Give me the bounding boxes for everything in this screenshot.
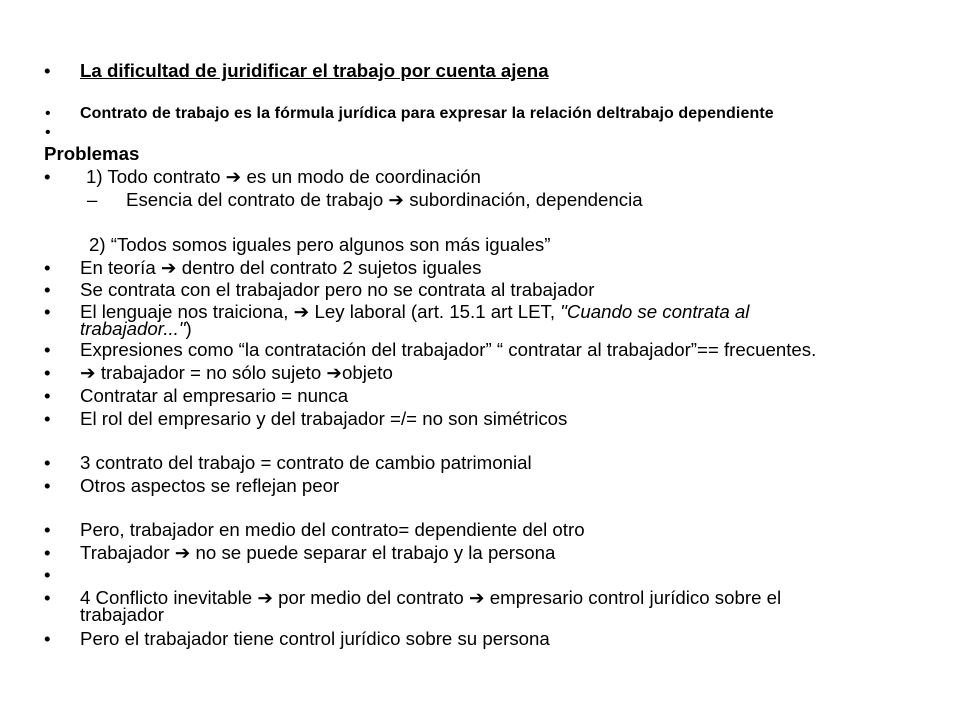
title-item	[0, 62, 900, 79]
bullet: •	[45, 124, 51, 141]
list-item-text-segment: El lenguaje nos traiciona, ➔ Ley laboral (art. 15.1 art LET,	[80, 301, 561, 322]
point-1-text: 1) Todo contrato ➔ es un modo de coordinación	[86, 166, 481, 187]
list-item-text: El rol del empresario y del trabajador =/= no son simétricos	[80, 408, 568, 429]
quoted-text: trabajador..."	[80, 318, 186, 339]
list-item	[0, 364, 900, 381]
list-item	[0, 281, 900, 298]
list-item-text: Contratar al empresario = nunca	[80, 385, 349, 406]
list-item-text: Pero, trabajador en medio del contrato= dependiente del otro	[80, 519, 585, 540]
list-item-text: En teoría ➔ dentro del contrato 2 sujetos iguales	[80, 257, 482, 278]
point-2-text: 2) “Todos somos iguales pero algunos son más iguales”	[89, 234, 551, 255]
bullet: •	[44, 362, 51, 383]
bullet: •	[44, 279, 51, 300]
list-item-text	[80, 303, 749, 337]
point-1-sub-item	[0, 191, 900, 208]
list-item	[0, 589, 900, 623]
bullet: •	[44, 542, 51, 563]
bullet: •	[44, 385, 51, 406]
empty-bullet-item	[0, 566, 900, 583]
point-1-item	[0, 168, 900, 185]
list-item-text: Expresiones como “la contratación del trabajador” “ contratar al trabajador”== frecuentes.	[80, 339, 817, 360]
empty-bullet-item	[0, 124, 900, 141]
list-item-line: trabajador	[80, 604, 165, 625]
subtitle-item	[0, 105, 900, 122]
list-item	[0, 341, 900, 358]
sub-bullet-dash: –	[87, 189, 98, 210]
list-item	[0, 477, 900, 494]
list-item-text: Otros aspectos se reflejan peor	[80, 475, 340, 496]
quoted-text: "Cuando se contrata al	[560, 301, 750, 322]
list-item	[0, 303, 900, 337]
list-item-text	[80, 589, 781, 623]
list-item	[0, 544, 900, 561]
point-2-item	[0, 236, 900, 253]
list-item	[0, 387, 900, 404]
bullet: •	[44, 452, 51, 473]
list-item-line	[80, 320, 749, 337]
bullet: •	[44, 628, 51, 649]
point-1-sub-text: Esencia del contrato de trabajo ➔ subordinación, dependencia	[126, 189, 643, 210]
list-item-line: 4 Conflicto inevitable ➔ por medio del contrato ➔ empresario control jurídico sobre el	[80, 587, 782, 608]
list-item	[0, 410, 900, 427]
list-item-text-segment: )	[185, 318, 192, 339]
slide-subtitle: Contrato de trabajo es la fórmula jurídica para expresar la relación deltrabajo dependiente	[80, 105, 774, 122]
list-item-text: 3 contrato del trabajo = contrato de cambio patrimonial	[80, 452, 532, 473]
list-item	[0, 259, 900, 276]
section-heading: Problemas	[44, 143, 140, 164]
bullet: •	[44, 587, 51, 608]
heading-item	[0, 145, 900, 162]
slide-title: La dificultad de juridificar el trabajo por cuenta ajena	[80, 60, 549, 81]
bullet: •	[44, 519, 51, 540]
bullet: •	[44, 339, 51, 360]
bullet: •	[44, 408, 51, 429]
bullet: •	[44, 475, 51, 496]
bullet: •	[44, 60, 51, 81]
list-item	[0, 521, 900, 538]
list-item-text: Trabajador ➔ no se puede separar el trabajo y la persona	[80, 542, 556, 563]
list-item	[0, 454, 900, 471]
list-item-text: Pero el trabajador tiene control jurídico sobre su persona	[80, 628, 550, 649]
list-item-text: ➔ trabajador = no sólo sujeto ➔objeto	[80, 362, 393, 383]
bullet: •	[44, 257, 51, 278]
bullet: •	[44, 301, 51, 322]
bullet: •	[44, 166, 51, 187]
list-item-text: Se contrata con el trabajador pero no se contrata al trabajador	[80, 279, 595, 300]
list-item	[0, 630, 900, 647]
bullet: •	[45, 105, 51, 122]
bullet: •	[44, 564, 51, 585]
